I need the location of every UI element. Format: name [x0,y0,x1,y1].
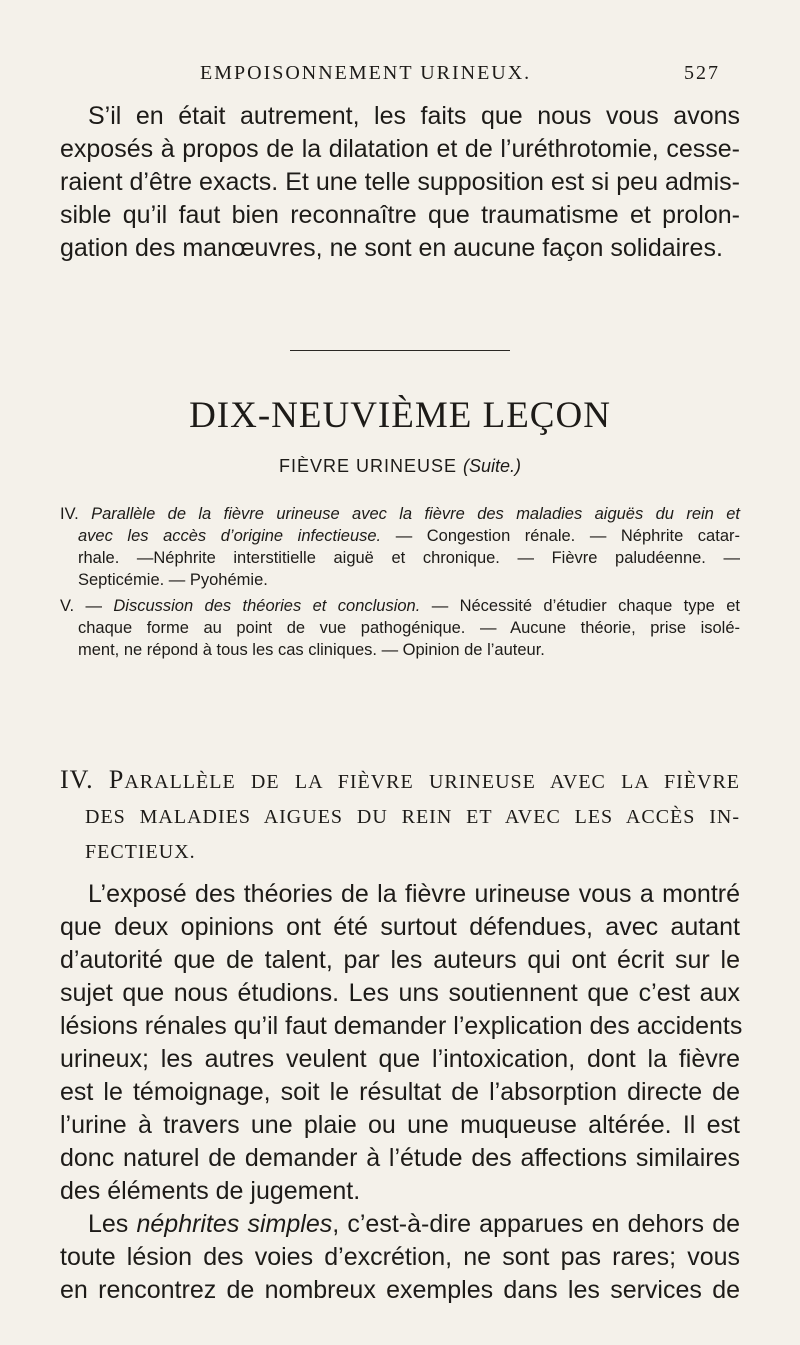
summary-title: Parallèle de la fièvre urineuse avec la fièvre des maladies aiguës du rein et [91,505,740,523]
body-paragraph [60,1208,740,1307]
section-divider [290,350,510,351]
text-run: , c’est-à-dire apparues en dehors de [332,1210,741,1238]
intro-paragraph [60,100,740,265]
summary-item-v [60,595,740,661]
lecon-title: DIX-NEUVIÈME LEÇON [189,395,611,436]
body-paragraph [60,878,743,1208]
summary-text: — Congestion rénale. — Néphrite catar- [381,527,740,545]
text-line: raient d’être exacts. Et une telle supposition est si peu admis- [60,168,740,196]
summary-title: avec les accès d’origine infectieuse. [78,527,382,545]
emphasis-text: néphrites simples [136,1210,333,1238]
text-run: Les [88,1210,137,1238]
text-line: L’exposé des théories de la fièvre urineuse vous a montré [88,880,740,908]
summary-item-iv [60,503,740,591]
lecon-subtitle [0,456,800,477]
text-line: S’il en était autrement, les faits que nous vous avons [88,102,740,130]
summary-line: Septicémie. — Pyohémie. [78,571,268,589]
text-line: en rencontrez de nombreux exemples dans les services de [60,1276,740,1304]
summary-line [60,503,740,525]
summary-line [60,525,740,547]
section-initial: P [108,765,125,794]
text-line: l’urine à travers une plaie ou une muqueuse altérée. Il est [60,1111,740,1139]
section-heading-text: ARALLÈLE DE LA FIÈVRE URINEUSE AVEC LA FIÈVRE [124,771,741,793]
text-line: est le témoignage, soit le résultat de l’absorption directe de [60,1078,740,1106]
summary-line: ment, ne répond à tous les cas cliniques. — Opinion de l’auteur. [78,641,545,659]
text-line: sible qu’il faut bien reconnaître que traumatisme et prolon- [60,201,740,229]
summary-line: rhale. —Néphrite interstitielle aiguë et chronique. — Fièvre paludéenne. — [78,549,740,567]
lecon-subtitle-suite: (Suite.) [463,456,522,476]
text-line [60,1208,740,1241]
lecon-subtitle-text: FIÈVRE URINEUSE [278,456,457,476]
running-head [200,62,720,85]
text-line: donc naturel de demander à l’étude des affections similaires [60,1144,740,1172]
summary-number: V. — [60,597,102,615]
summary-line [60,595,740,617]
section-heading-line: FECTIEUX. [85,841,196,863]
text-line: que deux opinions ont été surtout défendues, avec autant [60,913,740,941]
text-line: d’autorité que de talent, par les auteurs qui ont écrit sur le [60,946,740,974]
text-line: urineux; les autres veulent que l’intoxication, dont la fièvre [60,1045,740,1073]
section-heading-line: DES MALADIES AIGUES DU REIN ET AVEC LES ACCÈS IN- [85,806,740,828]
text-line: exposés à propos de la dilatation et de l’uréthrotomie, cesse- [60,135,740,163]
text-line: lésions rénales qu’il faut demander l’explication des accidents [60,1012,743,1040]
summary-text: — Nécessité d’étudier chaque type et [420,597,740,615]
text-line: sujet que nous étudions. Les uns soutiennent que c’est aux [60,979,740,1007]
running-head-title: EMPOISONNEMENT URINEUX. [200,62,532,84]
section-heading-line [60,762,740,800]
summary-line: chaque forme au point de vue pathogénique. — Aucune théorie, prise isolé- [78,619,740,637]
text-line: toute lésion des voies d’excrétion, ne sont pas rares; vous [60,1243,740,1271]
section-heading [60,762,740,870]
page-number: 527 [684,62,720,84]
text-line: gation des manœuvres, ne sont en aucune façon solidaires. [60,234,723,262]
summary-title: Discussion des théories et conclusion. [113,597,421,615]
section-number: IV. [60,765,94,794]
text-line: des éléments de jugement. [60,1177,361,1205]
summary-number: IV. [60,505,79,523]
